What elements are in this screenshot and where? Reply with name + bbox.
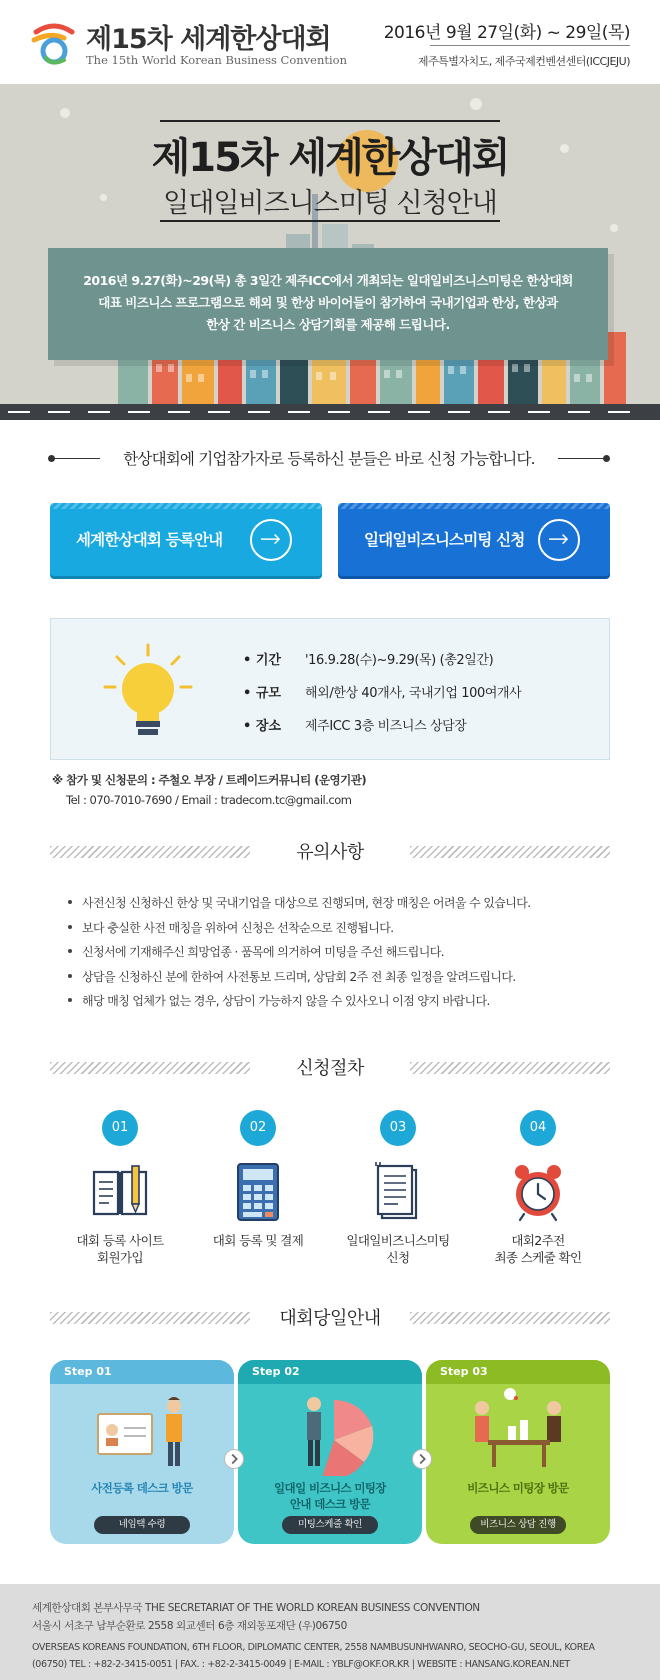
cautions-title: 유의사항: [296, 842, 364, 863]
decor-dot: [470, 98, 482, 110]
procedure-step-4: [468, 1110, 608, 1270]
contact-line-1: ※ 참가 및 신청문의 : 주철오 부장 / 트레이드커뮤니티 (운영기관): [52, 773, 367, 787]
step-label-line: 신청: [386, 1250, 410, 1265]
meeting-apply-label: 일대일비즈니스미팅 신청: [364, 531, 525, 549]
info-period-key: • 기간: [243, 653, 281, 668]
chevron-right-icon: [224, 1449, 244, 1469]
list-item: 사전신청 신청하신 한상 및 국내기업을 대상으로 진행되며, 현장 매칭은 어려울 수 있습니다.: [66, 894, 626, 919]
procedure-header: [50, 1056, 610, 1078]
hero-description-box: [48, 248, 608, 360]
procedure-step-2: [188, 1110, 328, 1270]
document-icon: [368, 1162, 428, 1222]
step-label-line: 일대일비즈니스미팅: [346, 1233, 450, 1248]
info-place-value: 제주ICC 3층 비즈니스 상담장: [305, 719, 467, 734]
info-period-value: '16.9.28(수)~9.29(목) (총2일간): [305, 653, 494, 668]
step-label: [468, 1232, 608, 1266]
step-label: [188, 1232, 328, 1249]
footer-address-kr: 서울시 서초구 남부순환로 2558 외교센터 6층 재외동포재단 (우)06750: [32, 1620, 347, 1632]
card-title-line: 사전등록 데스크 방문: [91, 1481, 193, 1495]
calculator-icon: [228, 1162, 288, 1222]
list-item: 상담을 신청하신 분에 한하여 사전통보 드리며, 상담회 2주 전 최종 일정을 알려드립니다.: [66, 968, 626, 993]
step-number: 01: [102, 1110, 138, 1146]
info-place-key: • 장소: [243, 719, 281, 734]
hero-description-line: 2016년 9.27(화)~29(목) 총 3일간 제주ICC에서 개최되는 일대일비즈니스미팅은 한상대회: [83, 273, 573, 288]
card-action-badge: 비즈니스 상담 진행: [470, 1516, 566, 1534]
contact-info: [52, 770, 366, 810]
decor-dot: [60, 108, 70, 118]
header-divider: [430, 45, 630, 46]
footer-contacts: (06750) TEL : +82-2-3415-0051 | FAX. : +82-2-3415-0049 | E-MAIL : YBLF@OKF.OR.KR | WEBSITE : HANSANG.KOREAN.NET: [32, 1659, 570, 1670]
logo-title: 제15차 세계한상대회: [86, 24, 331, 55]
hero-description-line: 한상 간 비즈니스 상담기회를 제공해 드립니다.: [206, 317, 450, 332]
notice-text: 한상대회에 기업참가자로 등록하신 분들은 바로 신청 가능합니다.: [123, 450, 535, 468]
section-hatch-right: [410, 846, 610, 858]
info-scale-key: • 규모: [243, 686, 281, 701]
card-title: [238, 1480, 422, 1512]
page-header: [0, 0, 660, 84]
card-title-line: 안내 데스크 방문: [289, 1497, 371, 1511]
dayof-card-2: [238, 1360, 422, 1544]
meeting-info-illustration: [238, 1386, 422, 1476]
event-venue: 제주특별자치도, 제주국제컨벤션센터(ICCJEJU): [417, 55, 630, 68]
procedure-step-1: [50, 1110, 190, 1270]
contact-line-2: Tel : 070-7010-7690 / Email : tradecom.tc@gmail.com: [66, 793, 352, 807]
hero-rule-top: [160, 120, 500, 122]
step-label-line: 회원가입: [97, 1250, 143, 1265]
list-item: 보다 충실한 사전 매칭을 위하여 신청은 선착순으로 진행됩니다.: [66, 919, 626, 944]
step-number: 03: [380, 1110, 416, 1146]
business-meeting-illustration: [426, 1386, 610, 1476]
hero-description-line: 대표 비즈니스 프로그램으로 해외 및 한상 바이어들이 참가하여 국내기업과 한상, 한상과: [98, 295, 558, 310]
card-action-badge: 네임택 수령: [94, 1516, 190, 1534]
convention-logo-icon: [30, 18, 80, 68]
card-title: [50, 1480, 234, 1496]
step-number: 04: [520, 1110, 556, 1146]
meeting-apply-button[interactable]: [338, 503, 610, 576]
step-label: [50, 1232, 190, 1266]
page-footer: [0, 1584, 660, 1680]
book-pencil-icon: [90, 1162, 150, 1222]
footer-org: 세계한상대회 본부사무국 THE SECRETARIAT OF THE WORLD KOREAN BUSINESS CONVENTION: [32, 1602, 480, 1614]
card-title: [426, 1480, 610, 1496]
step-label-line: 최종 스케줄 확인: [494, 1250, 582, 1265]
event-date: 2016년 9월 27일(화) ~ 29일(목): [383, 23, 630, 43]
step-label-line: 대회2주전: [511, 1233, 565, 1248]
hero-title: 제15차 세계한상대회: [151, 135, 509, 181]
list-item: 해당 매칭 업체가 없는 경우, 상담이 가능하지 않을 수 있사오니 이점 양지 바랍니다.: [66, 992, 626, 1017]
card-step-label: Step 01: [64, 1365, 112, 1378]
card-title-line: 일대일 비즈니스 미팅장: [274, 1481, 386, 1495]
step-label: [328, 1232, 468, 1266]
dayof-card-1: [50, 1360, 234, 1544]
road-markings: [0, 408, 660, 416]
list-item: 신청서에 기재해주신 희망업종 · 품목에 의거하여 미팅을 주선 해드립니다.: [66, 943, 626, 968]
procedure-step-3: [328, 1110, 468, 1270]
logo-subtitle: The 15th World Korean Business Convention: [86, 53, 348, 67]
card-step-label: Step 03: [440, 1365, 488, 1378]
chevron-right-icon: [412, 1449, 432, 1469]
card-step-label: Step 02: [252, 1365, 300, 1378]
notice-line-right: [558, 458, 606, 459]
hero-rule-bottom: [160, 220, 500, 222]
dayof-card-3: [426, 1360, 610, 1544]
light-bulb-icon: [103, 641, 193, 741]
hero-subtitle: 일대일비즈니스미팅 신청안내: [163, 188, 497, 219]
arrow-right-icon: [250, 519, 292, 561]
section-hatch-right: [410, 1312, 610, 1324]
cautions-list: [66, 894, 626, 1017]
meeting-info-box: [50, 618, 610, 760]
hero-banner: [0, 84, 660, 420]
notice-dot-right: [603, 455, 610, 462]
step-number: 02: [240, 1110, 276, 1146]
registration-info-button[interactable]: [50, 503, 322, 576]
section-hatch-right: [410, 1062, 610, 1074]
alarm-clock-icon: [508, 1162, 568, 1222]
step-label-line: 대회 등록 사이트: [76, 1233, 164, 1248]
card-title-line: 비즈니스 미팅장 방문: [467, 1481, 569, 1495]
arrow-right-icon: [538, 519, 580, 561]
dayof-title: 대회당일안내: [279, 1308, 381, 1329]
registration-info-label: 세계한상대회 등록안내: [76, 531, 223, 549]
card-action-badge: 미팅스케줄 확인: [282, 1516, 378, 1534]
procedure-title: 신청절차: [296, 1058, 364, 1079]
info-scale-value: 해외/한상 40개사, 국내기업 100여개사: [305, 686, 522, 701]
dayof-header: [50, 1306, 610, 1328]
footer-address-en: OVERSEAS KOREANS FOUNDATION, 6TH FLOOR, DIPLOMATIC CENTER, 2558 NAMBUSUNHWANRO, SEOCHO-GU, SEOUL, KOREA: [32, 1642, 595, 1653]
registration-desk-illustration: [50, 1386, 234, 1476]
button-stripe: [338, 503, 610, 509]
step-label-line: 대회 등록 및 결제: [212, 1233, 304, 1248]
cautions-header: [50, 840, 610, 862]
registration-notice: [48, 446, 610, 472]
hero-description: [48, 270, 608, 336]
button-stripe: [50, 503, 322, 509]
